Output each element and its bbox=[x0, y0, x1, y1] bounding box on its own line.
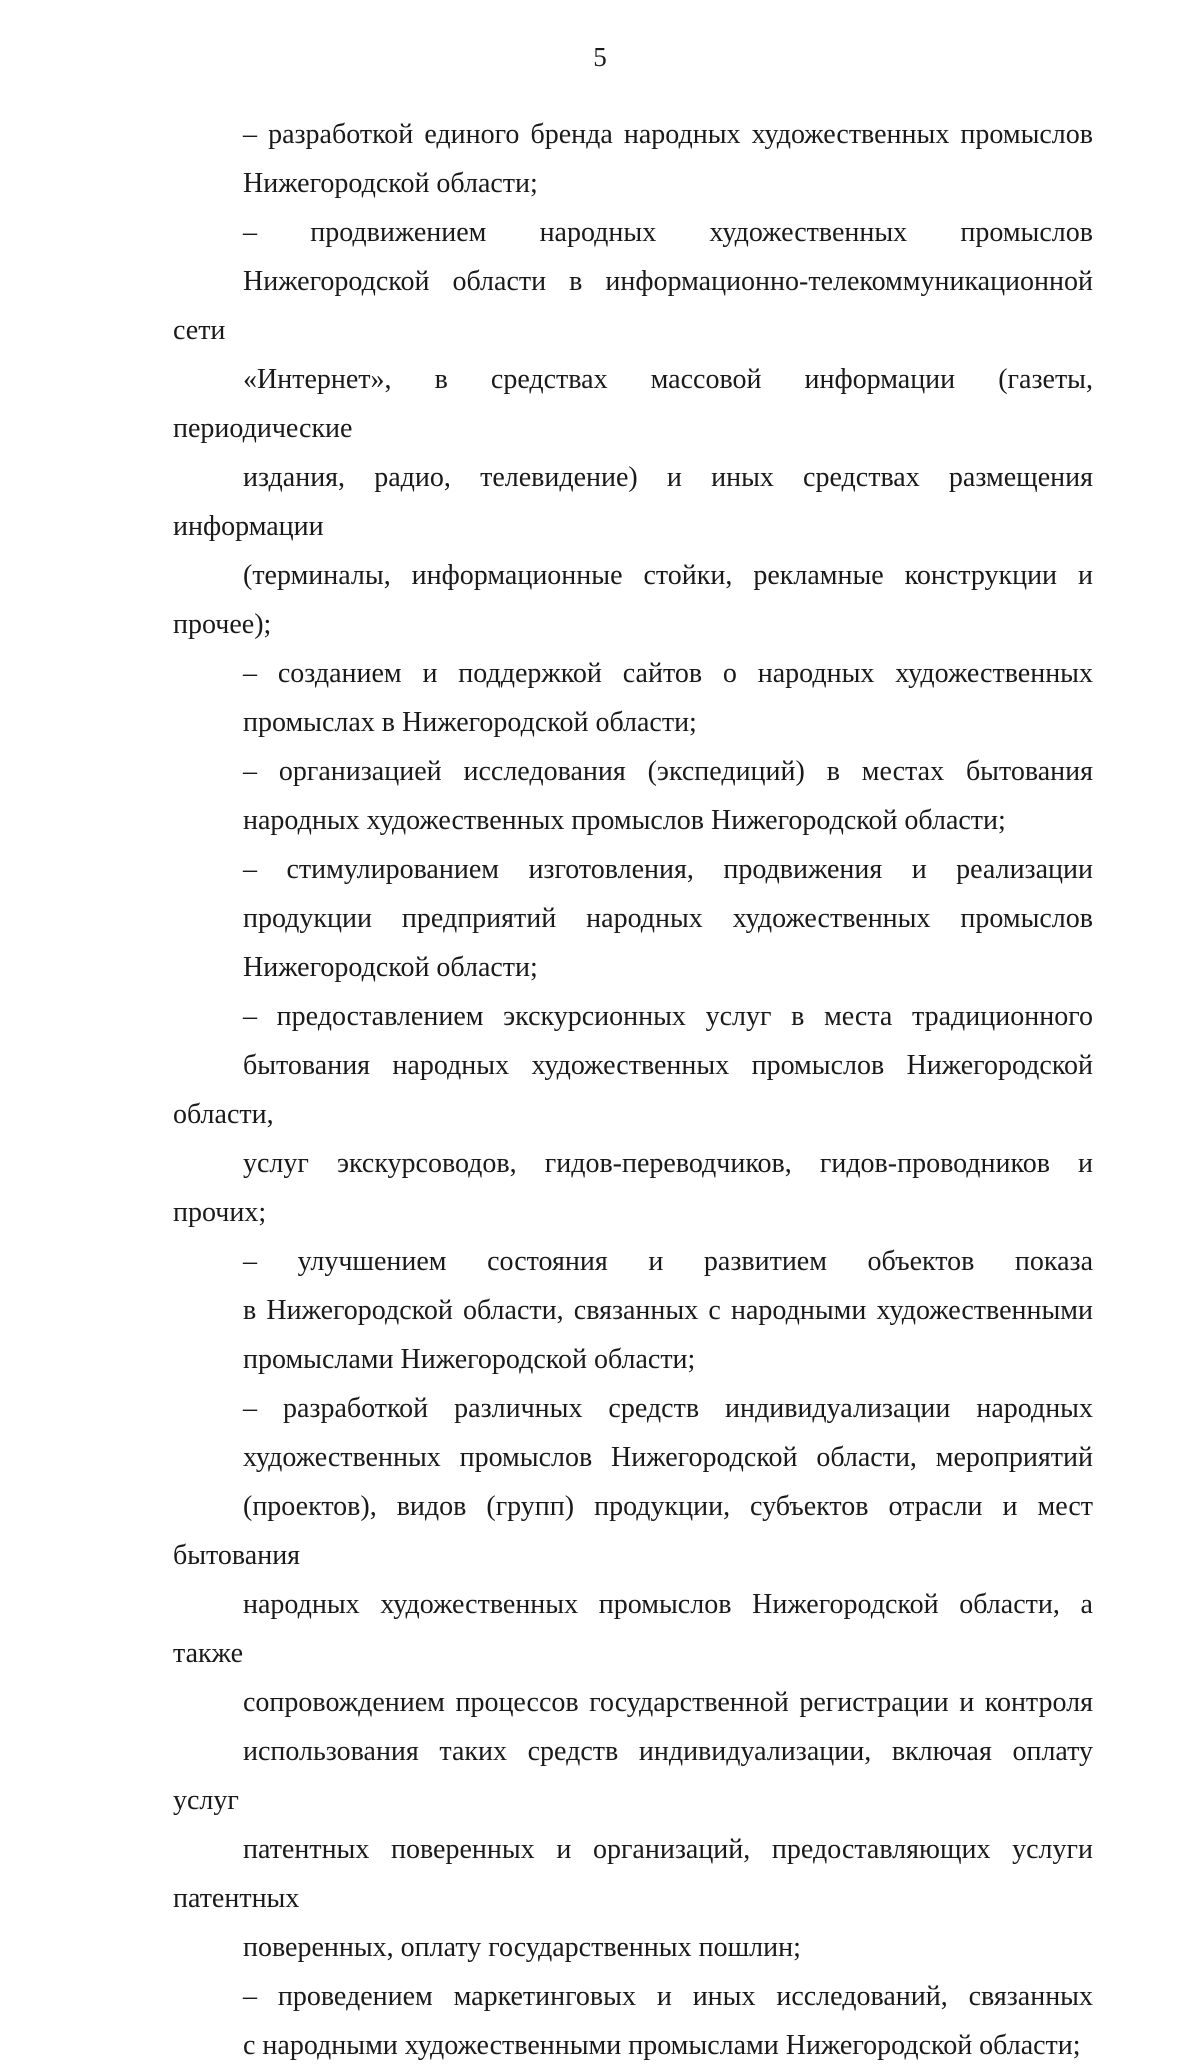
text-line: издания, радио, телевидение) и иных средствах размещения информации bbox=[173, 462, 1093, 542]
text-line: «Интернет», в средствах массовой информации (газеты, периодические bbox=[173, 364, 1093, 444]
text-line: в Нижегородской области, связанных с народными художественными bbox=[243, 1295, 1093, 1326]
text-line: – разработкой различных средств индивидуализации народных bbox=[243, 1393, 1093, 1424]
text-line: Нижегородской области; bbox=[243, 952, 538, 983]
text-line: – разработкой единого бренда народных художественных промыслов bbox=[243, 119, 1093, 150]
text-line: бытования народных художественных промыслов Нижегородской области, bbox=[173, 1050, 1093, 1130]
document-body bbox=[173, 110, 1093, 2070]
text-line: художественных промыслов Нижегородской области, мероприятий bbox=[243, 1442, 1093, 1473]
text-line: Нижегородской области; bbox=[243, 168, 538, 199]
text-line: народных художественных промыслов Нижегородской области; bbox=[243, 805, 1006, 836]
text-line: – стимулированием изготовления, продвижения и реализации bbox=[243, 854, 1093, 885]
text-line: (терминалы, информационные стойки, рекламные конструкции и прочее); bbox=[173, 560, 1093, 640]
paragraph-brand bbox=[173, 110, 1093, 208]
text-line: Нижегородской области в информационно-телекоммуникационной сети bbox=[173, 266, 1093, 346]
text-line: народных художественных промыслов Нижегородской области, а также bbox=[173, 1589, 1093, 1669]
text-line: промыслами Нижегородской области; bbox=[243, 1344, 696, 1375]
paragraph-promotion bbox=[173, 208, 1093, 649]
paragraph-research bbox=[173, 747, 1093, 845]
text-line: услуг экскурсоводов, гидов-переводчиков, гидов-проводников и прочих; bbox=[173, 1148, 1093, 1228]
text-line: – проведением маркетинговых и иных исследований, связанных bbox=[243, 1981, 1093, 2012]
paragraph-excursions bbox=[173, 992, 1093, 1237]
text-line: – продвижением народных художественных промыслов bbox=[243, 217, 1093, 248]
paragraph-websites bbox=[173, 649, 1093, 747]
text-line: с народными художественными промыслами Нижегородской области; bbox=[243, 2030, 1081, 2061]
text-line: поверенных, оплату государственных пошлин; bbox=[243, 1932, 801, 1963]
paragraph-show-objects bbox=[173, 1237, 1093, 1384]
text-line: промыслах в Нижегородской области; bbox=[243, 707, 697, 738]
page-number: 5 bbox=[593, 42, 607, 72]
paragraph-individualization bbox=[173, 1384, 1093, 1972]
text-line: использования таких средств индивидуализации, включая оплату услуг bbox=[173, 1736, 1093, 1816]
text-line: – созданием и поддержкой сайтов о народных художественных bbox=[243, 658, 1093, 689]
text-line: (проектов), видов (групп) продукции, субъектов отрасли и мест бытования bbox=[173, 1491, 1093, 1571]
text-line: – улучшением состояния и развитием объектов показа bbox=[243, 1246, 1093, 1277]
text-line: – предоставлением экскурсионных услуг в места традиционного bbox=[243, 1001, 1093, 1032]
text-line: – организацией исследования (экспедиций) в местах бытования bbox=[243, 756, 1093, 787]
text-line: продукции предприятий народных художественных промыслов bbox=[243, 903, 1093, 934]
paragraph-stimulation bbox=[173, 845, 1093, 992]
text-line: сопровождением процессов государственной регистрации и контроля bbox=[243, 1687, 1093, 1718]
paragraph-marketing bbox=[173, 1972, 1093, 2070]
text-line: патентных поверенных и организаций, предоставляющих услуги патентных bbox=[173, 1834, 1093, 1914]
